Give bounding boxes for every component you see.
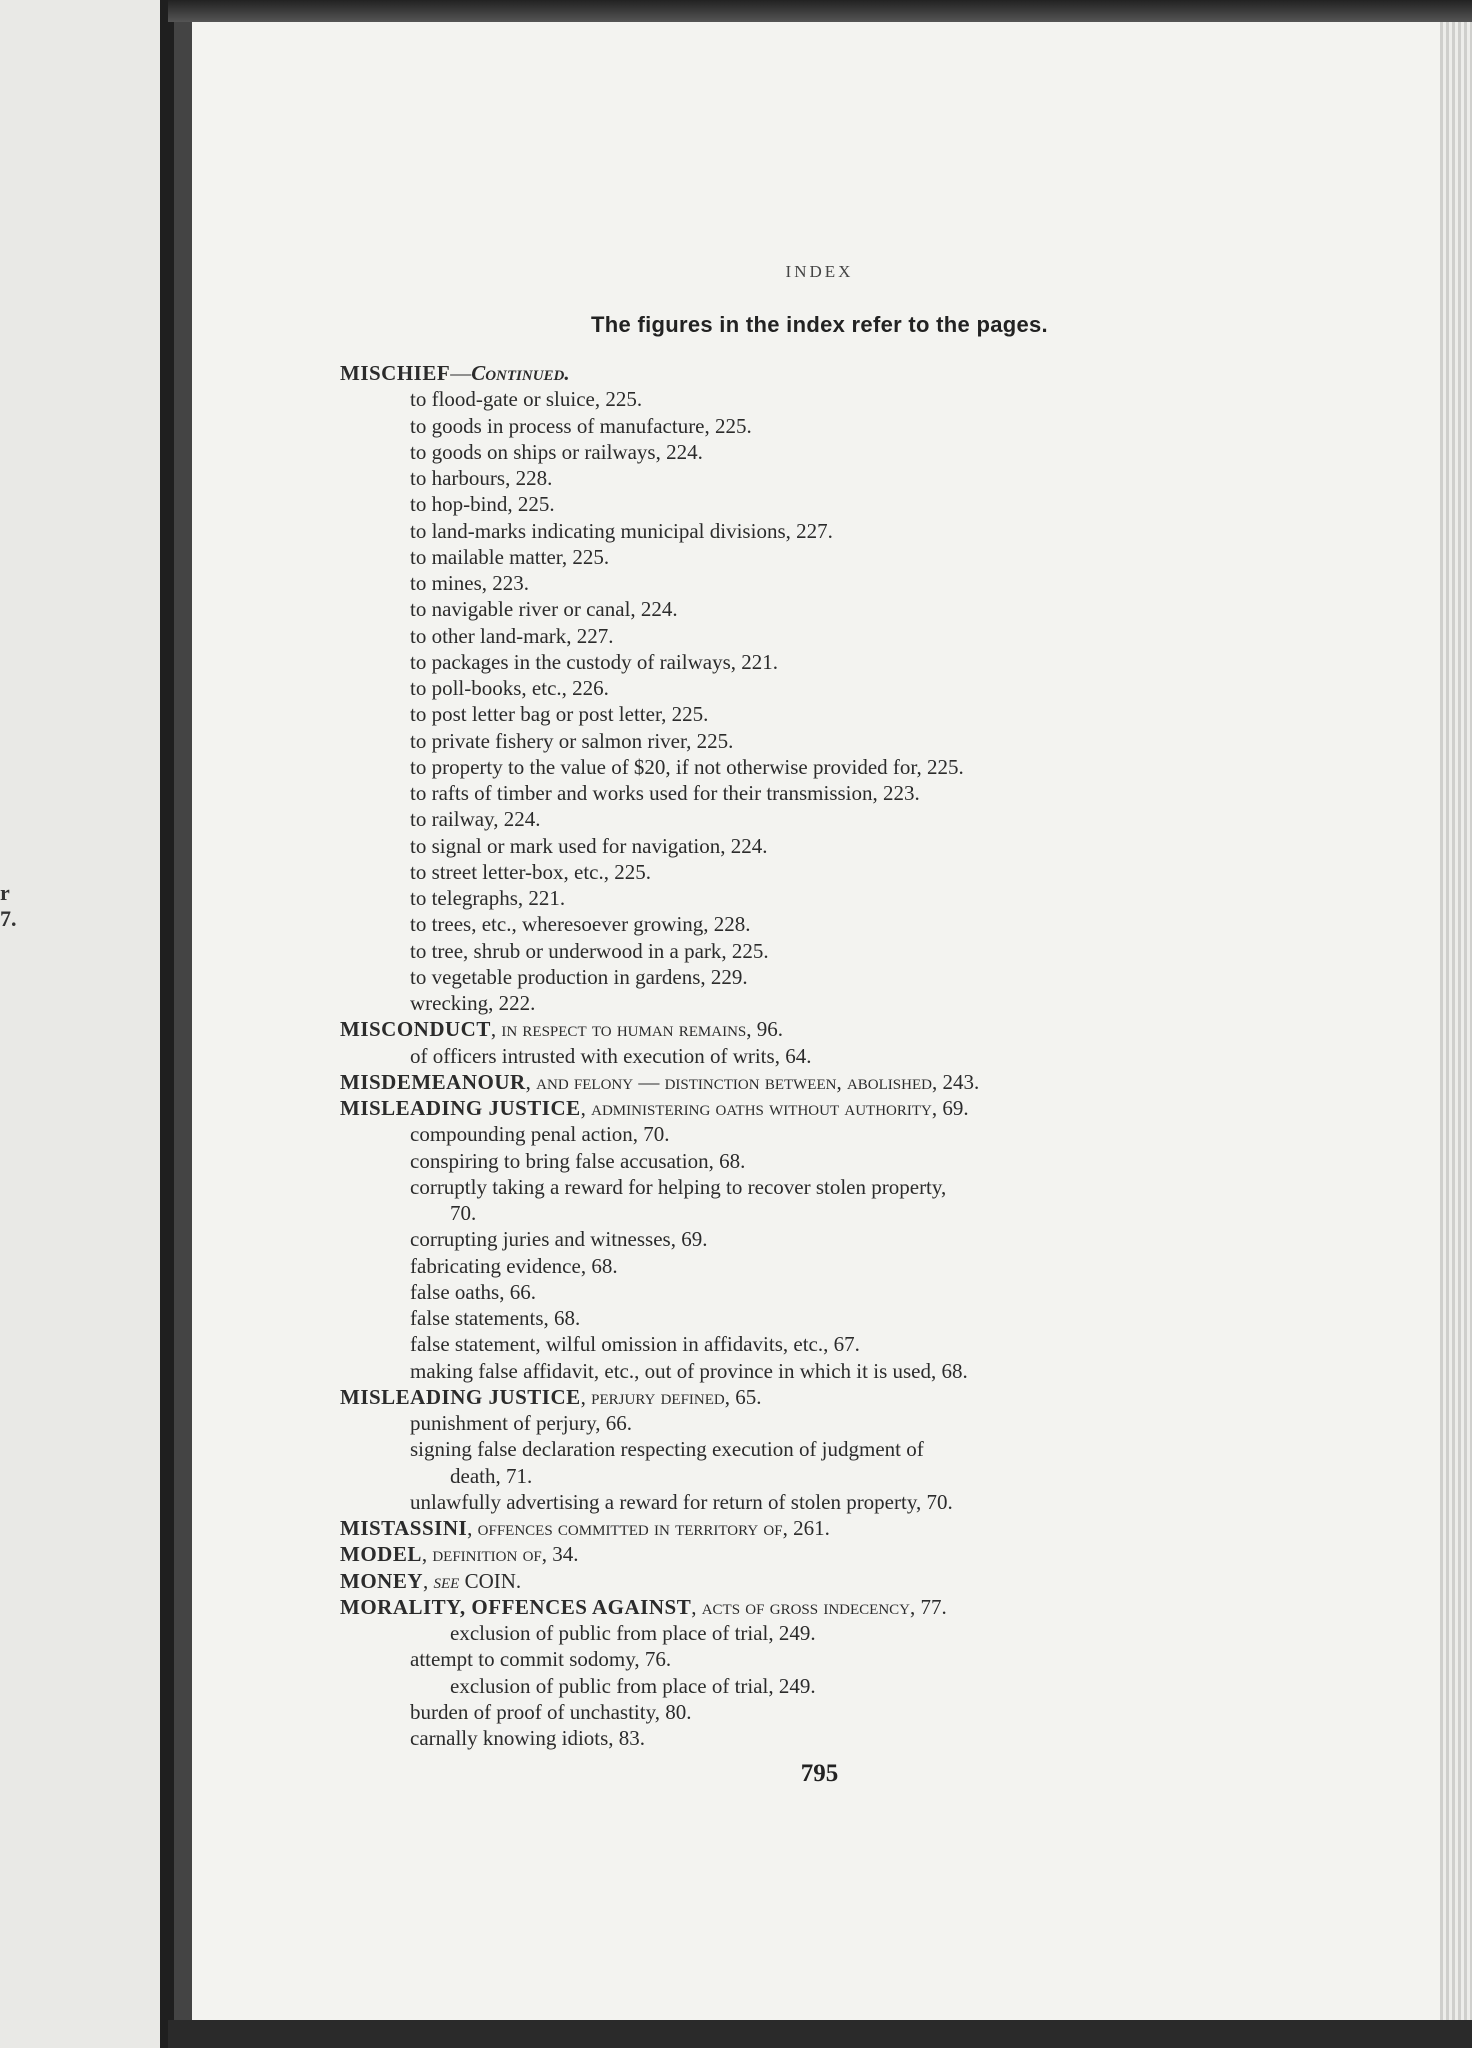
- index-subentry: false oaths, 66.: [410, 1279, 536, 1304]
- index-heading-label: MISCONDUCT: [340, 1017, 491, 1042]
- index-subentry: compounding penal action, 70.: [410, 1122, 670, 1147]
- index-heading-label: MISLEADING JUSTICE: [340, 1096, 581, 1120]
- facing-page-bleed-text: [0, 880, 30, 932]
- index-heading-label: MISLEADING JUSTICE: [340, 1384, 581, 1409]
- facing-page-strip: [0, 0, 168, 2048]
- index-heading-label: MONEY: [340, 1568, 423, 1593]
- index-subentry: to mailable matter, 225.: [410, 544, 610, 569]
- index-note: The figures in the index refer to the pages.: [591, 312, 1048, 337]
- page-number: 795: [800, 1760, 839, 1787]
- index-subentry: to other land-mark, 227.: [410, 623, 614, 648]
- index-subentry: corruptly taking a reward for helping to recover stolen property,: [410, 1174, 947, 1199]
- index-heading-label: MISTASSINI: [340, 1516, 468, 1540]
- index-subentry: to street letter-box, etc., 225.: [410, 859, 651, 884]
- index-subentry: to tree, shrub or underwood in a park, 225.: [410, 938, 769, 963]
- continued-separator: —: [450, 361, 472, 385]
- index-subentry: to mines, 223.: [410, 571, 529, 595]
- index-heading-entry: [340, 1069, 979, 1095]
- index-heading-label: MODEL: [340, 1542, 422, 1567]
- index-subentry: to poll-books, etc., 226.: [410, 676, 609, 700]
- index-subentry: to goods in process of manufacture, 225.: [410, 413, 752, 438]
- index-heading-text: , and felony — distinction between, abolished, 243.: [525, 1069, 980, 1094]
- index-heading-entry: [340, 1016, 783, 1042]
- index-heading-entry: [340, 1594, 947, 1620]
- index-subentry: burden of proof of unchastity, 80.: [410, 1699, 692, 1724]
- index-subentry: of officers intrusted with execution of writs, 64.: [410, 1043, 812, 1068]
- index-subentry: to telegraphs, 221.: [410, 886, 566, 910]
- running-head: INDEX: [785, 262, 854, 281]
- bottom-shadow: [168, 2020, 1472, 2048]
- index-subentry: attempt to commit sodomy, 76.: [410, 1647, 672, 1672]
- index-subentry: signing false declaration respecting execution of judgment of: [410, 1437, 924, 1462]
- index-subentry: to packages in the custody of railways, 221.: [410, 649, 778, 674]
- index-subentry: to property to the value of $20, if not otherwise provided for, 225.: [410, 754, 964, 779]
- index-subentry: false statement, wilful omission in affidavits, etc., 67.: [410, 1332, 860, 1357]
- index-heading-text: , in respect to human remains, 96.: [490, 1017, 784, 1042]
- index-subentry: death, 71.: [450, 1463, 533, 1488]
- index-subentry: making false affidavit, etc., out of province in which it is used, 68.: [410, 1358, 968, 1383]
- index-subentry: to flood-gate or sluice, 225.: [410, 387, 643, 412]
- index-heading-entry: [340, 1568, 521, 1594]
- index-heading-text: , perjury defined, 65.: [580, 1384, 762, 1409]
- index-subentry: exclusion of public from place of trial, 249.: [450, 1621, 816, 1645]
- index-subentry: to private fishery or salmon river, 225.: [410, 728, 734, 753]
- index-subentry: corrupting juries and witnesses, 69.: [410, 1227, 708, 1252]
- continued-marker: Continued.: [471, 361, 570, 385]
- index-heading-text: , administering oaths without authority, 69.: [580, 1096, 969, 1120]
- bleed-line: r: [0, 880, 10, 905]
- index-subentry: to signal or mark used for navigation, 224.: [410, 833, 768, 858]
- index-heading-entry: [340, 360, 570, 386]
- see-target: COIN.: [459, 1568, 522, 1593]
- index-subentry: to vegetable production in gardens, 229.: [410, 964, 748, 989]
- index-heading-entry: [340, 1384, 762, 1410]
- index-heading-label: MORALITY, OFFENCES AGAINST: [340, 1594, 692, 1619]
- index-subentry: 70.: [450, 1201, 477, 1225]
- index-heading-text: , acts of gross indecency, 77.: [691, 1594, 947, 1619]
- index-subentry: unlawfully advertising a reward for return of stolen property, 70.: [410, 1489, 953, 1514]
- index-heading-entry: [340, 1515, 830, 1541]
- book-gutter: [160, 0, 174, 2048]
- index-subentry: to post letter bag or post letter, 225.: [410, 702, 709, 727]
- index-subentry: fabricating evidence, 68.: [410, 1253, 618, 1278]
- index-heading-label: MISDEMEANOUR: [340, 1069, 526, 1094]
- index-subentry: to railway, 224.: [410, 807, 541, 832]
- index-heading-text: ,: [423, 1568, 434, 1593]
- bleed-line: 7.: [0, 906, 17, 931]
- see-reference: see: [433, 1568, 460, 1593]
- index-heading-text: , offences committed in territory of, 261.: [467, 1516, 830, 1540]
- index-heading-entry: [340, 1095, 969, 1121]
- index-heading-entry: [340, 1541, 579, 1567]
- index-subentry: to rafts of timber and works used for their transmission, 223.: [410, 781, 920, 805]
- index-heading-label: MISCHIEF: [340, 361, 451, 385]
- top-shadow: [168, 0, 1472, 22]
- index-subentry: to navigable river or canal, 224.: [410, 597, 678, 622]
- index-subentry: conspiring to bring false accusation, 68.: [410, 1148, 746, 1173]
- index-subentry: to land-marks indicating municipal divisions, 227.: [410, 518, 833, 543]
- index-subentry: to harbours, 228.: [410, 466, 553, 490]
- index-subentry: false statements, 68.: [410, 1306, 581, 1330]
- index-subentry: wrecking, 222.: [410, 991, 536, 1015]
- index-subentry: carnally knowing idiots, 83.: [410, 1726, 646, 1750]
- index-subentry: to trees, etc., wheresoever growing, 228.: [410, 912, 751, 937]
- index-heading-text: , definition of, 34.: [421, 1542, 579, 1567]
- index-subentry: punishment of perjury, 66.: [410, 1411, 633, 1435]
- page-stack-edge: [1440, 22, 1472, 2048]
- index-subentry: exclusion of public from place of trial, 249.: [450, 1673, 816, 1698]
- book-page: [192, 22, 1447, 2048]
- index-subentry: to hop-bind, 225.: [410, 492, 555, 517]
- index-subentry: to goods on ships or railways, 224.: [410, 439, 703, 464]
